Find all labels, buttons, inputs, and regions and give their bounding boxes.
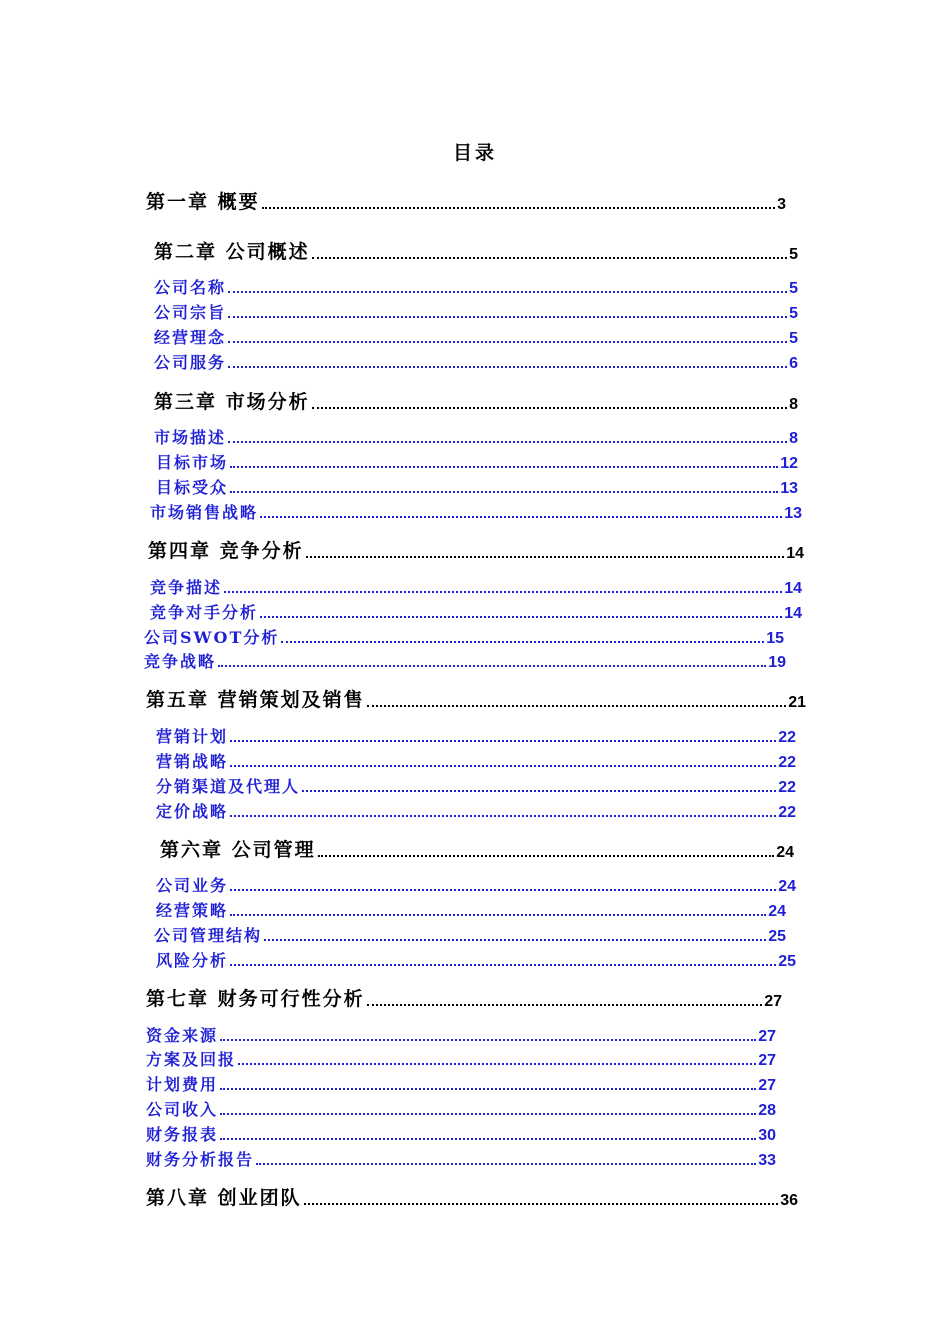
- toc-entry-page: 14: [784, 580, 802, 597]
- toc-entry-label: 财务报表: [146, 1125, 219, 1144]
- toc-entry-label: 竞争描述: [150, 578, 223, 597]
- dot-leader: [224, 591, 782, 593]
- toc-entry-page: 15: [766, 630, 784, 647]
- toc-entry-label: 公司收入: [146, 1100, 219, 1119]
- toc-entry-page: 27: [764, 993, 782, 1010]
- toc-entry[interactable]: [154, 236, 798, 264]
- toc-entry-page: 6: [789, 355, 798, 372]
- toc-entry-page: 24: [776, 844, 794, 861]
- toc-entry-page: 28: [758, 1102, 776, 1119]
- dot-leader: [230, 815, 776, 817]
- toc-entry-page: 22: [778, 804, 796, 821]
- dot-leader: [260, 616, 782, 618]
- toc-entry-page: 19: [768, 654, 786, 671]
- toc-entry-page: 3: [777, 196, 786, 213]
- toc-entry-page: 13: [784, 505, 802, 522]
- toc-entry[interactable]: [146, 1024, 776, 1046]
- toc-title: 目录: [452, 142, 497, 164]
- toc-entry[interactable]: [154, 301, 798, 323]
- dot-leader: [220, 1113, 756, 1115]
- toc-entry-page: 25: [778, 953, 796, 970]
- toc-entry[interactable]: [154, 924, 786, 946]
- dot-leader: [260, 516, 782, 518]
- toc-entry-page: 5: [789, 246, 798, 263]
- dot-leader: [281, 641, 764, 643]
- toc-entry-page: 5: [789, 330, 798, 347]
- toc-entry[interactable]: [156, 725, 796, 747]
- toc-entry[interactable]: [156, 874, 796, 896]
- dot-leader: [220, 1039, 756, 1041]
- toc-entry[interactable]: [160, 834, 794, 862]
- toc-entry-label: 目标受众: [156, 478, 229, 497]
- toc-entry-label: 第五章 营销策划及销售: [146, 689, 365, 711]
- dot-leader: [238, 1063, 756, 1065]
- toc-entry-label: 第七章 财务可行性分析: [146, 988, 365, 1010]
- dot-leader: [312, 257, 787, 259]
- toc-entry[interactable]: [144, 626, 784, 648]
- toc-entry-label: 第三章 市场分析: [154, 391, 310, 413]
- toc-entry[interactable]: [154, 426, 798, 448]
- toc-entry-page: 21: [788, 694, 806, 711]
- toc-entry[interactable]: [156, 750, 796, 772]
- dot-leader: [304, 1203, 779, 1205]
- toc-entry-label: 竞争战略: [144, 652, 217, 671]
- dot-leader: [306, 556, 785, 558]
- dot-leader: [228, 366, 787, 368]
- toc-entry-label: 经营理念: [154, 328, 227, 347]
- dot-leader: [228, 291, 787, 293]
- toc-entry-label: 财务分析报告: [146, 1150, 255, 1169]
- toc-entry[interactable]: [156, 451, 798, 473]
- toc-entry-label: 公司宗旨: [154, 303, 227, 322]
- toc-entry[interactable]: [146, 1048, 776, 1070]
- toc-entry-page: 8: [789, 430, 798, 447]
- toc-entry[interactable]: [150, 576, 802, 598]
- toc-entry-label: 方案及回报: [146, 1050, 237, 1069]
- toc-entry-label: 第八章 创业团队: [146, 1187, 302, 1209]
- toc-entry[interactable]: [146, 684, 806, 712]
- dot-leader: [230, 765, 776, 767]
- toc-entry-page: 14: [784, 605, 802, 622]
- toc-entry-page: 25: [768, 928, 786, 945]
- toc-entry-page: 12: [780, 455, 798, 472]
- dot-leader: [302, 790, 776, 792]
- toc-entry-page: 22: [778, 779, 796, 796]
- toc-entry[interactable]: [156, 800, 796, 822]
- toc-entry[interactable]: [148, 535, 804, 563]
- dot-leader: [367, 1004, 763, 1006]
- dot-leader: [230, 466, 778, 468]
- toc-entry-label: 营销战略: [156, 752, 229, 771]
- toc-entry-page: 14: [786, 545, 804, 562]
- toc-entry[interactable]: [156, 775, 796, 797]
- toc-entry-label: 风险分析: [156, 951, 229, 970]
- toc-entry-page: 24: [768, 903, 786, 920]
- toc-entry[interactable]: [150, 501, 802, 523]
- dot-leader: [230, 491, 778, 493]
- dot-leader: [230, 964, 776, 966]
- dot-leader: [367, 705, 787, 707]
- toc-entry-label: 市场销售战略: [150, 503, 259, 522]
- toc-entry[interactable]: [150, 601, 802, 623]
- toc-entry-label: 计划费用: [146, 1075, 219, 1094]
- toc-entry[interactable]: [146, 1182, 798, 1210]
- toc-entry-page: 36: [780, 1192, 798, 1209]
- toc-entry-label: 第一章 概要: [146, 191, 260, 213]
- toc-entry-page: 27: [758, 1052, 776, 1069]
- toc-entry-page: 24: [778, 878, 796, 895]
- toc-entry-label: 第六章 公司管理: [160, 839, 316, 861]
- toc-entry-label: 第四章 竞争分析: [148, 540, 304, 562]
- dot-leader: [256, 1163, 756, 1165]
- toc-entry-label: 公司管理结构: [154, 926, 263, 945]
- toc-entry-label: 目标市场: [156, 453, 229, 472]
- toc-entry[interactable]: [146, 1123, 776, 1145]
- toc-entry[interactable]: [156, 899, 786, 921]
- dot-leader: [318, 855, 775, 857]
- toc-entry-label: 公司名称: [154, 278, 227, 297]
- toc-entry[interactable]: [154, 351, 798, 373]
- toc-entry-label: 定价战略: [156, 802, 229, 821]
- toc-entry-label: 公司SWOT分析: [144, 628, 280, 647]
- toc-entry[interactable]: [156, 949, 796, 971]
- toc-entry-page: 27: [758, 1028, 776, 1045]
- dot-leader: [230, 740, 776, 742]
- dot-leader: [230, 889, 776, 891]
- dot-leader: [220, 1138, 756, 1140]
- toc-entry-page: 27: [758, 1077, 776, 1094]
- dot-leader: [264, 939, 766, 941]
- toc-entry[interactable]: [146, 1098, 776, 1120]
- toc-entry-label: 公司业务: [156, 876, 229, 895]
- toc-entry[interactable]: [154, 276, 798, 298]
- toc-entry-page: 5: [789, 280, 798, 297]
- dot-leader: [220, 1088, 756, 1090]
- toc-entry-page: 22: [778, 754, 796, 771]
- toc-entry[interactable]: [146, 1073, 776, 1095]
- toc-entry-label: 公司服务: [154, 353, 227, 372]
- dot-leader: [218, 665, 766, 667]
- toc-entry-label: 营销计划: [156, 727, 229, 746]
- toc-entry-label: 市场描述: [154, 428, 227, 447]
- toc-entry-page: 33: [758, 1152, 776, 1169]
- toc-entry-label: 分销渠道及代理人: [156, 777, 301, 796]
- toc-entry-label: 第二章 公司概述: [154, 241, 310, 263]
- toc-entry-label: 资金来源: [146, 1026, 219, 1045]
- dot-leader: [230, 914, 766, 916]
- toc-entry-label: 经营策略: [156, 901, 229, 920]
- toc-entry[interactable]: [154, 386, 798, 414]
- dot-leader: [228, 341, 787, 343]
- toc-entry[interactable]: [146, 983, 782, 1011]
- toc-entry[interactable]: [154, 326, 798, 348]
- dot-leader: [312, 407, 787, 409]
- toc-entry[interactable]: [146, 186, 786, 214]
- toc-entry[interactable]: [144, 650, 786, 672]
- toc-entry-page: 5: [789, 305, 798, 322]
- toc-entry-page: 30: [758, 1127, 776, 1144]
- toc-entry-page: 13: [780, 480, 798, 497]
- toc-entry-label: 竞争对手分析: [150, 603, 259, 622]
- dot-leader: [228, 316, 787, 318]
- dot-leader: [262, 207, 775, 209]
- toc-entry-page: 8: [789, 396, 798, 413]
- dot-leader: [228, 441, 787, 443]
- toc-entry-page: 22: [778, 729, 796, 746]
- toc-entry[interactable]: [156, 476, 798, 498]
- toc-entry[interactable]: [146, 1148, 776, 1170]
